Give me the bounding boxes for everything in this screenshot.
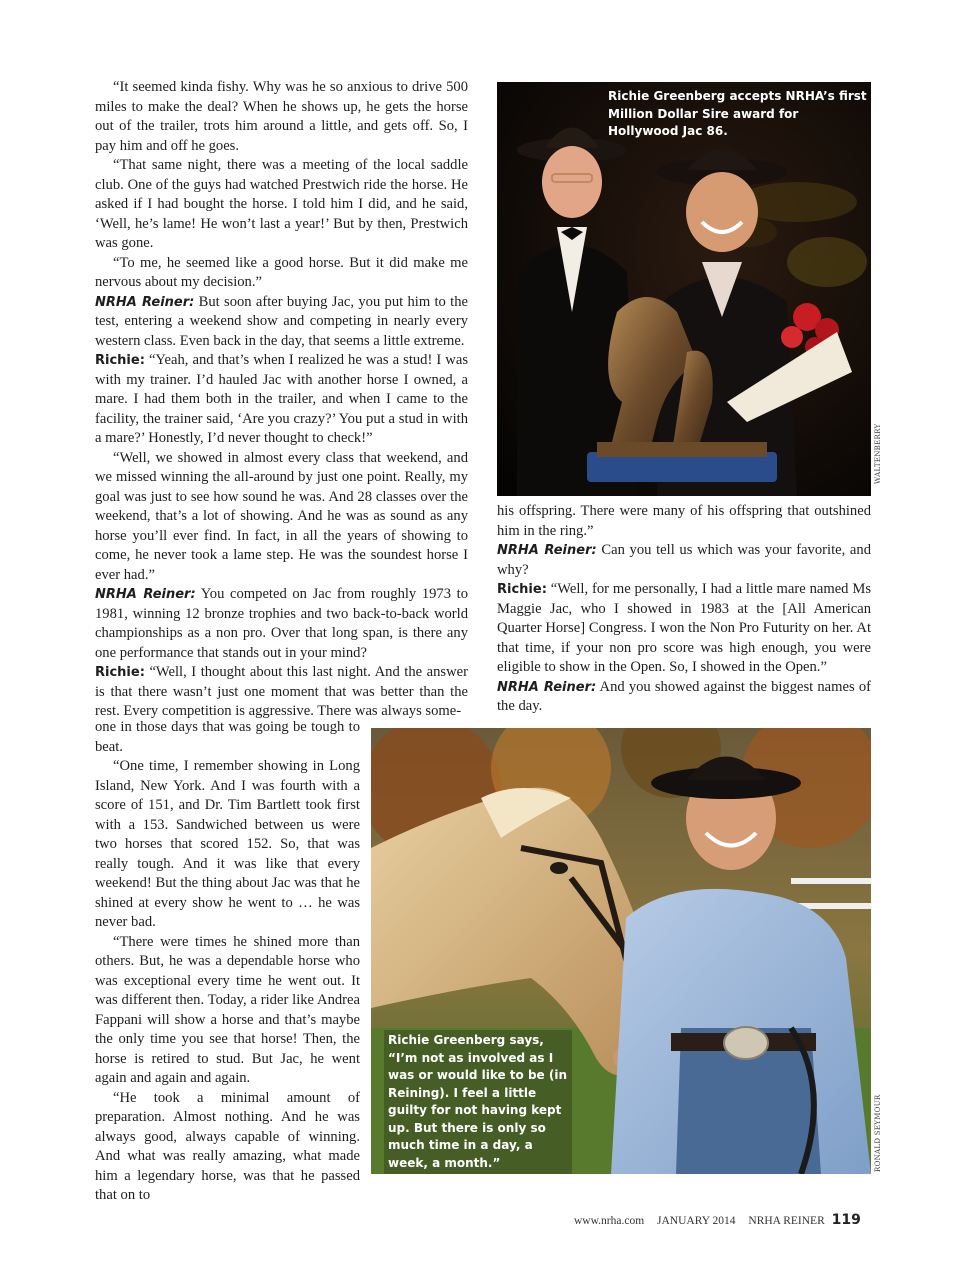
- article-paragraph: [95, 254, 468, 293]
- interviewee-label: Richie:: [497, 582, 547, 597]
- photo-caption-bottom: Richie Greenberg says, “I’m not as involved as I was or would like to be (in Reining). I feel a little guilty for not having kept up. But there is only so much time in a day, a week, a month.”: [384, 1030, 572, 1174]
- article-paragraph: [95, 585, 468, 663]
- article-paragraph: [95, 156, 468, 254]
- article-paragraph: [497, 541, 871, 580]
- article-paragraph: [95, 663, 468, 722]
- article-paragraph: [497, 678, 871, 717]
- paragraph-text: “One time, I remember showing in Long Island, New York. And I was fourth with a score of 151, and Dr. Tim Bartlett took first with a 153. Sandwiched between us were two horses that scored 152. So, that was really tough. And it was like that every weekend! But the thing about Jac was that he shined at every show he went to … he was never bad.: [95, 758, 360, 930]
- paragraph-text: And you showed against the biggest names of the day.: [497, 678, 871, 714]
- footer-issue-date: JANUARY 2014: [657, 1215, 736, 1227]
- paragraph-text: “That same night, there was a meeting of the local saddle club. One of the guys had watched Prestwich ride the horse. He asked if I had bought the horse. I told him I did, and he said, ‘Well, he’s lame! He won’t last a year!’ But by then, Prestwich was gone.: [95, 157, 468, 251]
- article-paragraph: [95, 78, 468, 156]
- paragraph-text: “It seemed kinda fishy. Why was he so anxious to drive 500 miles to make the deal? When he shows up, he gets the horse out of the trailer, trots him around a little, and gets off. So, I pay him and off he goes.: [95, 79, 468, 154]
- article-column-left: [95, 78, 468, 722]
- article-paragraph: [95, 933, 360, 1089]
- interviewee-label: Richie:: [95, 665, 145, 680]
- footer-magazine-name: NRHA REINER: [748, 1215, 825, 1227]
- paragraph-text: You competed on Jac from roughly 1973 to 1981, winning 12 bronze trophies and two back-to-back world championships as a non pro. Over that long span, is there any one performance that stands out in your mind?: [95, 586, 468, 661]
- photo-credit-top: WALTENBERRY: [874, 423, 882, 484]
- interviewer-label: NRHA Reiner:: [95, 587, 196, 602]
- article-column-right: [497, 502, 871, 717]
- paragraph-text: one in those days that was going be tough to beat.: [95, 719, 360, 755]
- article-paragraph: [497, 580, 871, 678]
- article-paragraph: [497, 502, 871, 541]
- article-paragraph: [95, 351, 468, 449]
- paragraph-text: Can you tell us which was your favorite, and why?: [497, 542, 871, 578]
- photo-caption-top: Richie Greenberg accepts NRHA’s first Million Dollar Sire award for Hollywood Jac 86.: [608, 89, 867, 138]
- paragraph-text: But soon after buying Jac, you put him to the test, entering a weekend show and competing in nearly every western class. Even back in the day, that seems a little extreme.: [95, 293, 468, 349]
- paragraph-text: “To me, he seemed like a good horse. But it did make me nervous about my decision.”: [95, 254, 468, 290]
- paragraph-text: “Well, we showed in almost every class that weekend, and we missed winning the all-around by just one point. Really, my goal was just to see how sound he was. And 28 classes over the weekend, that’s a lot of showing. And he was as sound as any horse you’ll ever find. In fact, in all the years of showing to come, he never took a lame step. He was the soundest horse I ever had.”: [95, 449, 468, 583]
- photo-credit-bottom: RONALD SEYMOUR: [874, 1094, 882, 1172]
- article-paragraph: [95, 449, 468, 586]
- page-footer: [574, 1212, 870, 1228]
- award-ceremony-photo: [497, 82, 871, 496]
- page-number: 119: [831, 1212, 861, 1228]
- interviewee-label: Richie:: [95, 353, 145, 368]
- interviewer-label: NRHA Reiner:: [497, 679, 597, 695]
- paragraph-text: “Well, I thought about this last night. And the answer is that there wasn’t just one moment that was better than the rest. Every competition is aggressive. There was always some-: [95, 664, 468, 719]
- paragraph-text: “There were times he shined more than others. But, he was a dependable horse who was exceptional every time he went out. It was different then. Today, a rider like Andrea Fappani will show a horse and that’s maybe the only time you see that horse! Then, the horse is retired to stud. But Jac, he went again and again and again.: [95, 933, 360, 1086]
- interviewer-label: NRHA Reiner:: [497, 543, 597, 558]
- paragraph-text: his offspring. There were many of his offspring that outshined him in the ring.”: [497, 503, 871, 539]
- paragraph-text: “He took a minimal amount of preparation. Almost nothing. And he was always good, always capable of winning. And what was really amazing, what made him a legendary horse, was that he passed that on to: [95, 1089, 360, 1203]
- article-paragraph: [95, 293, 468, 352]
- award-ceremony-illustration: [497, 82, 871, 496]
- article-paragraph: [95, 718, 360, 757]
- footer-url: www.nrha.com: [574, 1215, 645, 1227]
- paragraph-text: “Yeah, and that’s when I realized he was a stud! I was with my trainer. I’d hauled Jac with another horse I owned, a mare. I had them both in the trailer, and when I came to the facility, the trainer said, ‘Are you crazy?’ You put a stud in with a mare?’ Honestly, I’d never thought to check!”: [95, 352, 468, 446]
- article-paragraph: [95, 757, 360, 933]
- paragraph-text: “Well, for me personally, I had a little mare named Ms Maggie Jac, who I showed in 1983 at the [All American Quarter Horse] Congress. I won the Non Pro Futurity on her. At that time, if your non pro score was high enough, you were eligible to show in the Open. So, I showed in the Open.”: [497, 581, 871, 675]
- interviewer-label: NRHA Reiner:: [95, 294, 195, 310]
- article-column-left-continued: [95, 718, 360, 1206]
- article-paragraph: [95, 1089, 360, 1206]
